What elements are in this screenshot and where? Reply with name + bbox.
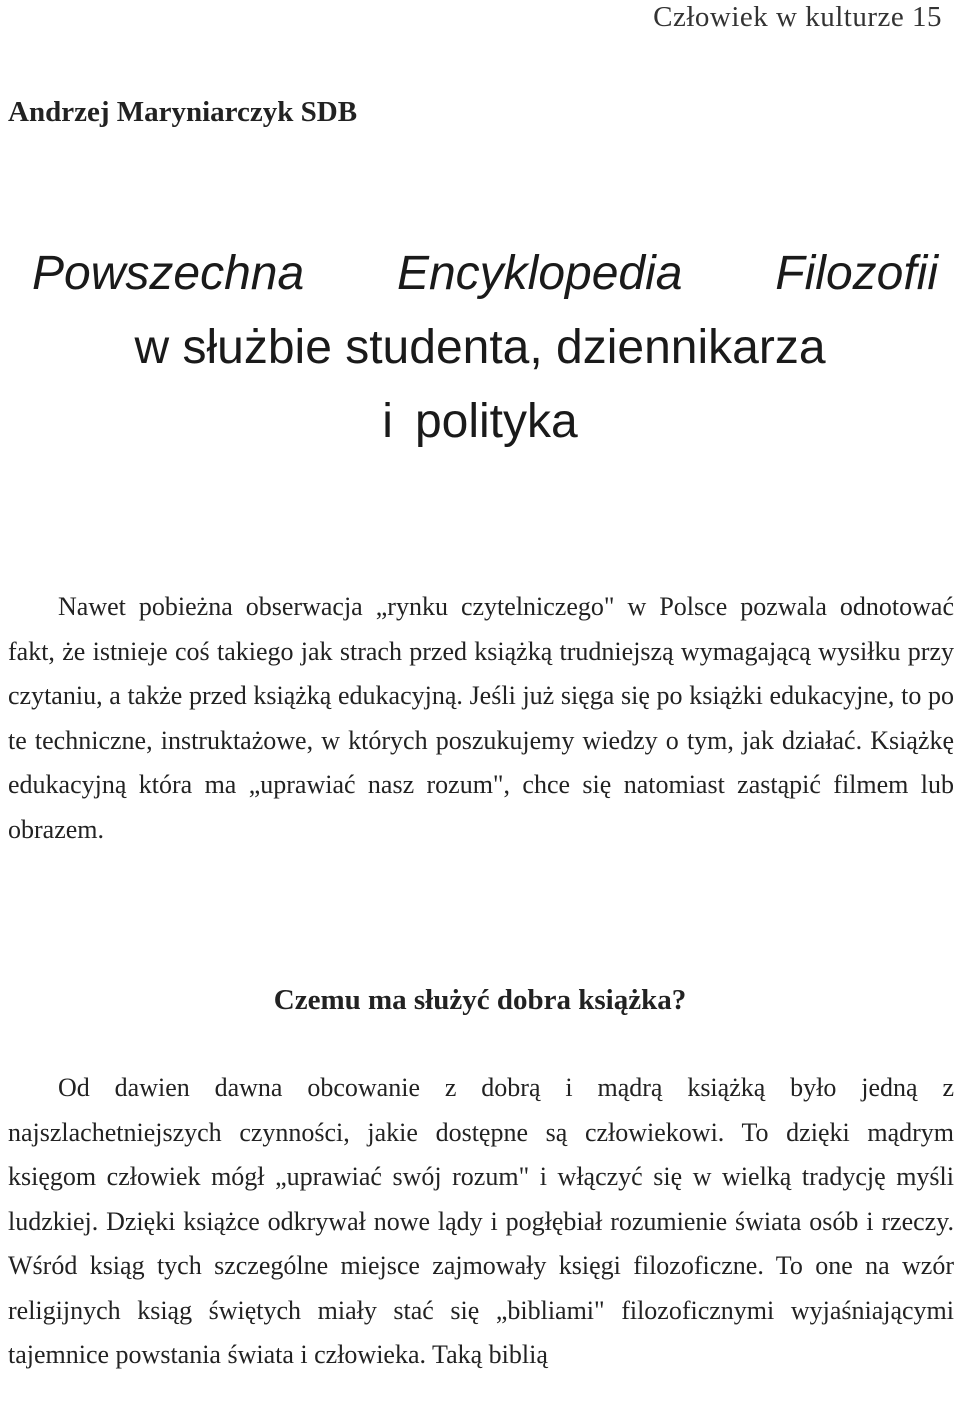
title-line-3-part-b: polityka [414,395,578,448]
title-word-2: Encyklopedia [396,247,683,300]
title-word-3: Filozofii [775,247,938,300]
section-heading: Czemu ma służyć dobra książka? [273,984,687,1016]
running-header: Człowiek w kulturze 15 [653,1,942,33]
title-line-3-part-a: i [382,395,393,448]
title-line-3 [0,392,960,452]
title-word-1: Powszechna [32,247,305,300]
title-line-1 [32,244,938,304]
author-name: Andrzej Maryniarczyk SDB [8,96,358,128]
section-paragraph: Od dawien dawna obcowanie z dobrą i mądrą książką było jedną z najszlachetniejszych czynności, jakie dostępne są człowiekowi. To dzięki mądrym księgom człowiek mógł „uprawiać swój rozum" i włączyć się w wielką tradycję myśli ludzkiej. Dzięki książce odkrywał nowe lądy i pogłębiał rozumienie świata osób i rzeczy. Wśród ksiąg tych szczególne miejsce zajmowały księgi filozoficzne. To one na wzór religijnych ksiąg świętych miały stać się „bibliami" filozoficznymi wyjaśniającymi tajemnice powstania świata i człowieka. Taką biblią [8,1073,954,1369]
intro-paragraph: Nawet pobieżna obserwacja „rynku czytelniczego" w Polsce pozwala odnotować fakt, że istnieje coś takiego jak strach przed książką trudniejszą wymagającą wysiłku przy czytaniu, a także przed książką edukacyjną. Jeśli już sięga się po książki edukacyjne, to po te techniczne, instruktażowe, w których poszukujemy wiedzy o tym, jak działać. Książkę edukacyjną która ma „uprawiać nasz rozum", chce się natomiast zastąpić filmem lub obrazem. [8,592,954,844]
title-line-2: w służbie studenta, dziennikarza [134,321,826,374]
